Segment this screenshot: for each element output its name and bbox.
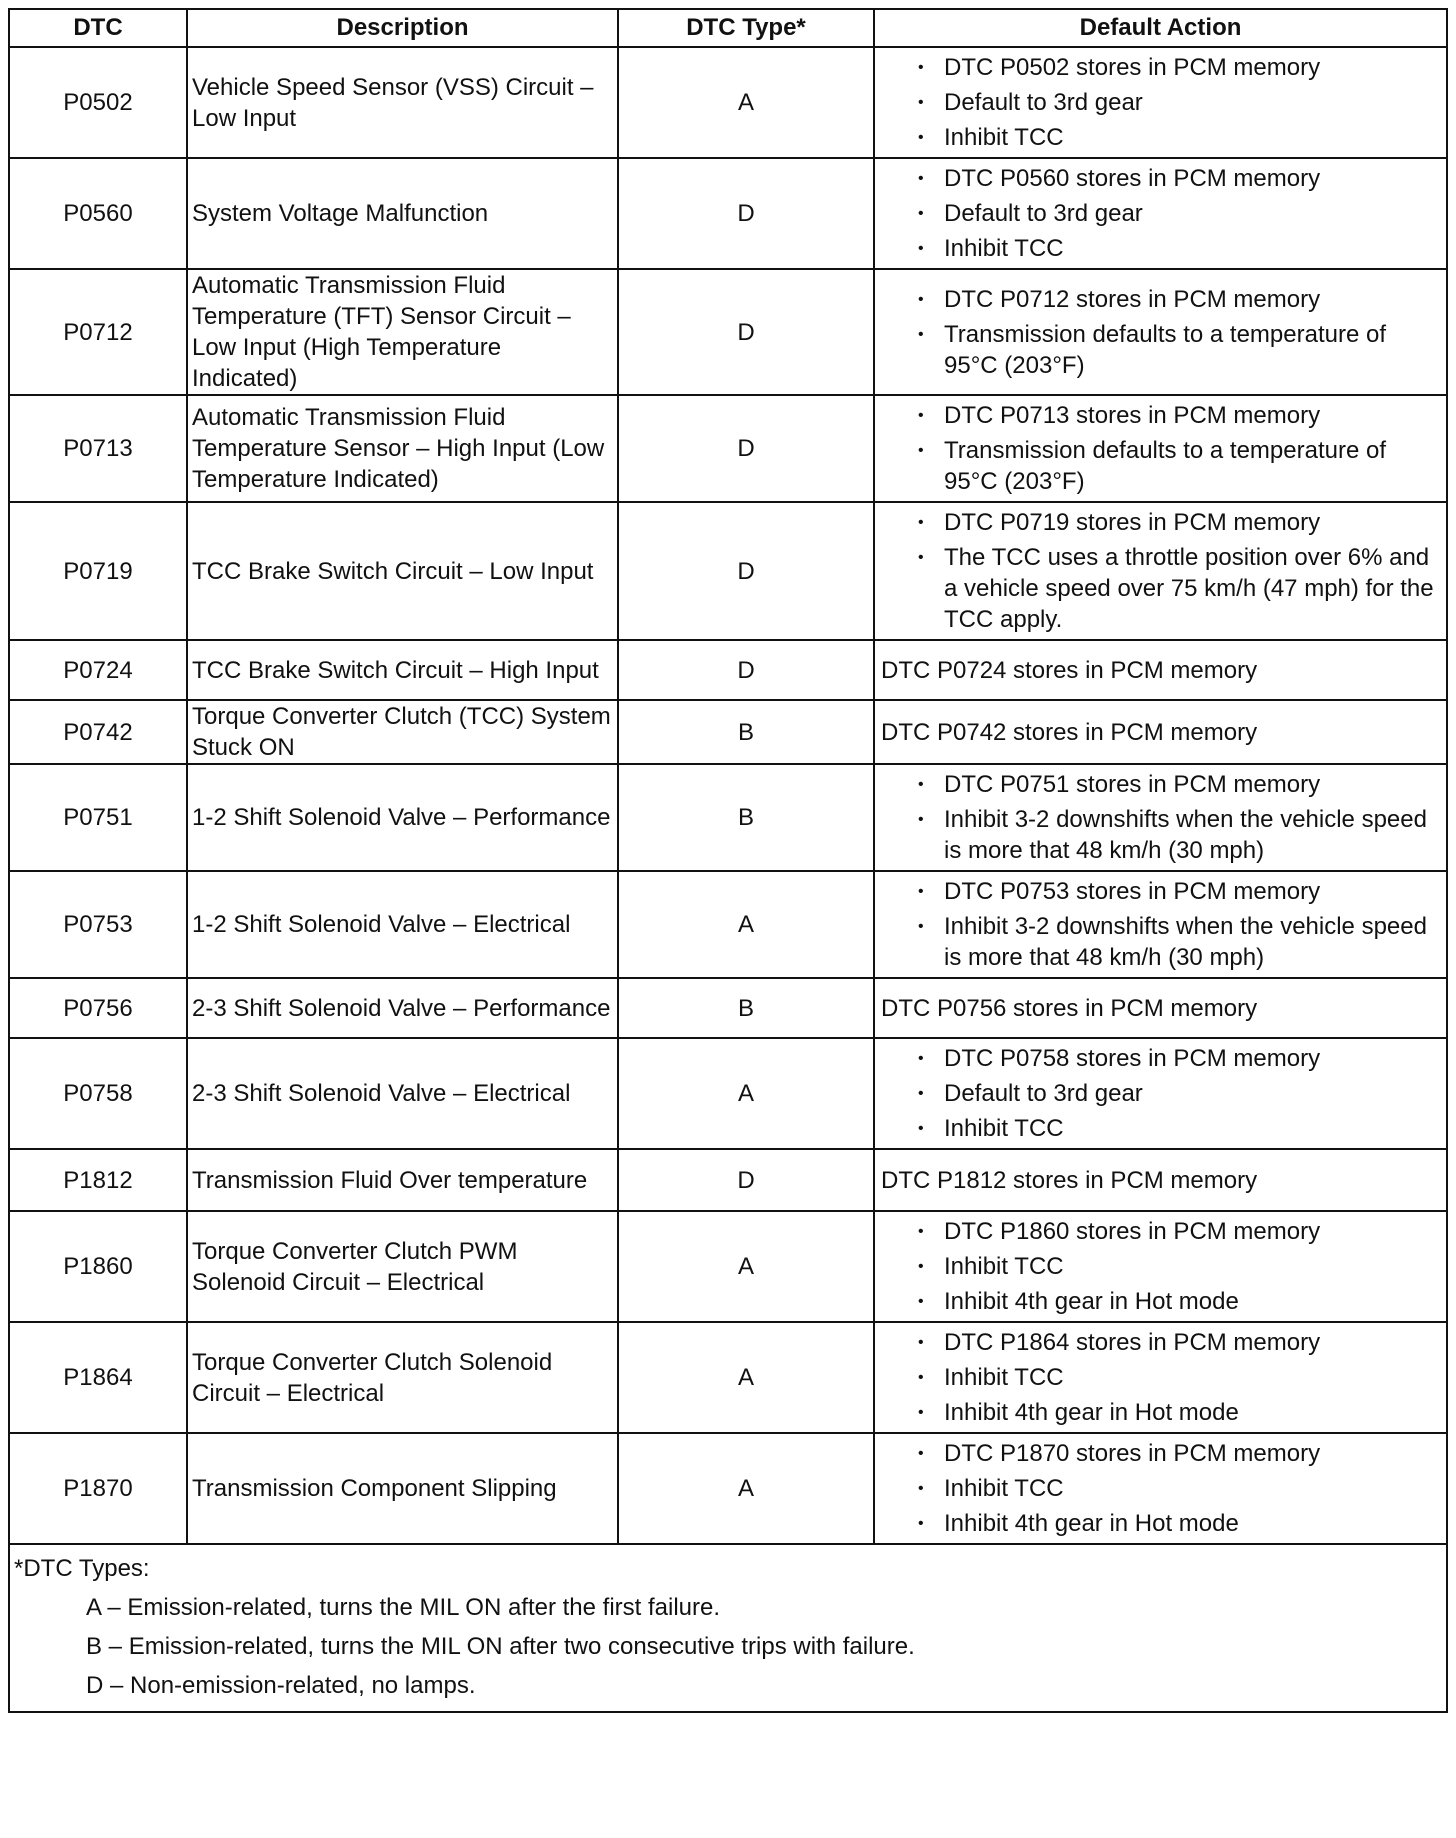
- table-row: [9, 871, 1447, 978]
- dtc-code: P0502: [9, 47, 187, 158]
- action-list: [875, 507, 1440, 635]
- action-item: • Inhibit 3-2 downshifts when the vehicle speed is more that 48 km/h (30 mph): [875, 911, 1440, 973]
- action-item: • DTC P0758 stores in PCM memory: [875, 1043, 1440, 1074]
- default-action: [874, 1322, 1447, 1433]
- header-dtc: DTC: [9, 9, 187, 47]
- action-item: • Inhibit 3-2 downshifts when the vehicle speed is more that 48 km/h (30 mph): [875, 804, 1440, 866]
- table-row: [9, 700, 1447, 764]
- action-item: • Inhibit TCC: [875, 122, 1440, 153]
- notes-heading: *DTC Types:: [14, 1555, 150, 1582]
- dtc-description: Transmission Fluid Over temperature: [187, 1149, 618, 1211]
- default-action: [874, 1433, 1447, 1544]
- action-list: [875, 876, 1440, 973]
- note-type-a: A – Emission-related, turns the MIL ON after the first failure.: [86, 1594, 721, 1621]
- action-item: • Inhibit 4th gear in Hot mode: [875, 1508, 1440, 1539]
- default-action: [874, 269, 1447, 395]
- table-row: [9, 1038, 1447, 1149]
- dtc-type: B: [618, 700, 874, 764]
- dtc-code: P1812: [9, 1149, 187, 1211]
- dtc-type: A: [618, 1211, 874, 1322]
- action-item: • Transmission defaults to a temperature of 95°C (203°F): [875, 319, 1440, 381]
- default-action: [874, 1211, 1447, 1322]
- table-row: [9, 47, 1447, 158]
- table-row: [9, 978, 1447, 1038]
- table-row: [9, 1322, 1447, 1433]
- action-list: [875, 1327, 1440, 1428]
- action-item: • DTC P1870 stores in PCM memory: [875, 1438, 1440, 1469]
- action-list: [875, 400, 1440, 497]
- action-item: • Default to 3rd gear: [875, 198, 1440, 229]
- dtc-code: P1870: [9, 1433, 187, 1544]
- dtc-description: System Voltage Malfunction: [187, 158, 618, 269]
- table-row: [9, 395, 1447, 502]
- dtc-code: P0758: [9, 1038, 187, 1149]
- action-list: [875, 769, 1440, 866]
- action-item: • DTC P0560 stores in PCM memory: [875, 163, 1440, 194]
- action-item: • Inhibit TCC: [875, 1362, 1440, 1393]
- table-row: [9, 1211, 1447, 1322]
- dtc-type-notes: [9, 1544, 1447, 1712]
- default-action: [874, 1038, 1447, 1149]
- action-item: • Inhibit TCC: [875, 1473, 1440, 1504]
- dtc-type: A: [618, 1322, 874, 1433]
- action-text: DTC P0742 stores in PCM memory: [881, 718, 1258, 746]
- dtc-description: 2-3 Shift Solenoid Valve – Performance: [187, 978, 618, 1038]
- dtc-description: 2-3 Shift Solenoid Valve – Electrical: [187, 1038, 618, 1149]
- dtc-description: Vehicle Speed Sensor (VSS) Circuit – Low Input: [187, 47, 618, 158]
- dtc-code: P1864: [9, 1322, 187, 1433]
- default-action: [874, 47, 1447, 158]
- default-action: [874, 764, 1447, 871]
- table-row: [9, 1149, 1447, 1211]
- dtc-type: D: [618, 502, 874, 640]
- dtc-code: P0713: [9, 395, 187, 502]
- table-row: [9, 269, 1447, 395]
- dtc-table: [8, 8, 1448, 1713]
- dtc-description: TCC Brake Switch Circuit – High Input: [187, 640, 618, 700]
- table-row: [9, 158, 1447, 269]
- dtc-type: B: [618, 978, 874, 1038]
- dtc-code: P0751: [9, 764, 187, 871]
- action-list: [875, 1043, 1440, 1144]
- default-action: [874, 978, 1447, 1038]
- action-list: [875, 284, 1440, 381]
- dtc-description: Torque Converter Clutch (TCC) System Stuck ON: [187, 700, 618, 764]
- action-item: • DTC P1864 stores in PCM memory: [875, 1327, 1440, 1358]
- dtc-code: P0756: [9, 978, 187, 1038]
- header-description: Description: [187, 9, 618, 47]
- action-item: • Inhibit 4th gear in Hot mode: [875, 1397, 1440, 1428]
- dtc-type: D: [618, 1149, 874, 1211]
- dtc-code: P0742: [9, 700, 187, 764]
- dtc-code: P0724: [9, 640, 187, 700]
- note-type-b: B – Emission-related, turns the MIL ON after two consecutive trips with failure.: [86, 1633, 915, 1660]
- dtc-type: B: [618, 764, 874, 871]
- dtc-description: Transmission Component Slipping: [187, 1433, 618, 1544]
- header-dtc-type: DTC Type*: [618, 9, 874, 47]
- dtc-code: P0753: [9, 871, 187, 978]
- action-text: DTC P0756 stores in PCM memory: [881, 994, 1258, 1022]
- dtc-description: Torque Converter Clutch PWM Solenoid Circuit – Electrical: [187, 1211, 618, 1322]
- action-item: • Default to 3rd gear: [875, 1078, 1440, 1109]
- dtc-description: Torque Converter Clutch Solenoid Circuit – Electrical: [187, 1322, 618, 1433]
- dtc-type: D: [618, 395, 874, 502]
- notes-row: [9, 1544, 1447, 1712]
- table-row: [9, 1433, 1447, 1544]
- action-item: • Inhibit TCC: [875, 1251, 1440, 1282]
- table-body: [9, 47, 1447, 1544]
- header-row: [9, 9, 1447, 47]
- dtc-description: 1-2 Shift Solenoid Valve – Electrical: [187, 871, 618, 978]
- action-item: • DTC P0713 stores in PCM memory: [875, 400, 1440, 431]
- default-action: [874, 158, 1447, 269]
- dtc-code: P1860: [9, 1211, 187, 1322]
- dtc-type: A: [618, 1433, 874, 1544]
- action-item: • DTC P0719 stores in PCM memory: [875, 507, 1440, 538]
- dtc-type: D: [618, 640, 874, 700]
- action-item: • DTC P0751 stores in PCM memory: [875, 769, 1440, 800]
- dtc-type: A: [618, 871, 874, 978]
- action-list: [875, 163, 1440, 264]
- action-item: • Inhibit 4th gear in Hot mode: [875, 1286, 1440, 1317]
- default-action: [874, 1149, 1447, 1211]
- note-type-d: D – Non-emission-related, no lamps.: [86, 1672, 476, 1699]
- dtc-description: TCC Brake Switch Circuit – Low Input: [187, 502, 618, 640]
- action-item: • Inhibit TCC: [875, 233, 1440, 264]
- dtc-code: P0712: [9, 269, 187, 395]
- default-action: [874, 640, 1447, 700]
- table-row: [9, 502, 1447, 640]
- default-action: [874, 700, 1447, 764]
- dtc-type: D: [618, 269, 874, 395]
- action-text: DTC P0724 stores in PCM memory: [881, 656, 1258, 684]
- table-row: [9, 764, 1447, 871]
- header-default-action: Default Action: [874, 9, 1447, 47]
- dtc-type: D: [618, 158, 874, 269]
- dtc-description: Automatic Transmission Fluid Temperature Sensor – High Input (Low Temperature Indicated): [187, 395, 618, 502]
- action-item: • Default to 3rd gear: [875, 87, 1440, 118]
- action-item: • DTC P0753 stores in PCM memory: [875, 876, 1440, 907]
- action-item: • The TCC uses a throttle position over 6% and a vehicle speed over 75 km/h (47 mph) for the TCC apply.: [875, 542, 1440, 635]
- default-action: [874, 502, 1447, 640]
- default-action: [874, 871, 1447, 978]
- dtc-type: A: [618, 47, 874, 158]
- dtc-type: A: [618, 1038, 874, 1149]
- dtc-description: 1-2 Shift Solenoid Valve – Performance: [187, 764, 618, 871]
- default-action: [874, 395, 1447, 502]
- action-item: • Transmission defaults to a temperature of 95°C (203°F): [875, 435, 1440, 497]
- dtc-description: Automatic Transmission Fluid Temperature (TFT) Sensor Circuit – Low Input (High Temperature Indicated): [187, 269, 618, 395]
- dtc-code: P0719: [9, 502, 187, 640]
- action-item: • DTC P1860 stores in PCM memory: [875, 1216, 1440, 1247]
- action-text: DTC P1812 stores in PCM memory: [881, 1166, 1258, 1194]
- action-item: • DTC P0712 stores in PCM memory: [875, 284, 1440, 315]
- action-item: • DTC P0502 stores in PCM memory: [875, 52, 1440, 83]
- action-list: [875, 52, 1440, 153]
- dtc-code: P0560: [9, 158, 187, 269]
- action-item: • Inhibit TCC: [875, 1113, 1440, 1144]
- action-list: [875, 1216, 1440, 1317]
- dtc-document: [8, 8, 1446, 1713]
- action-list: [875, 1438, 1440, 1539]
- table-row: [9, 640, 1447, 700]
